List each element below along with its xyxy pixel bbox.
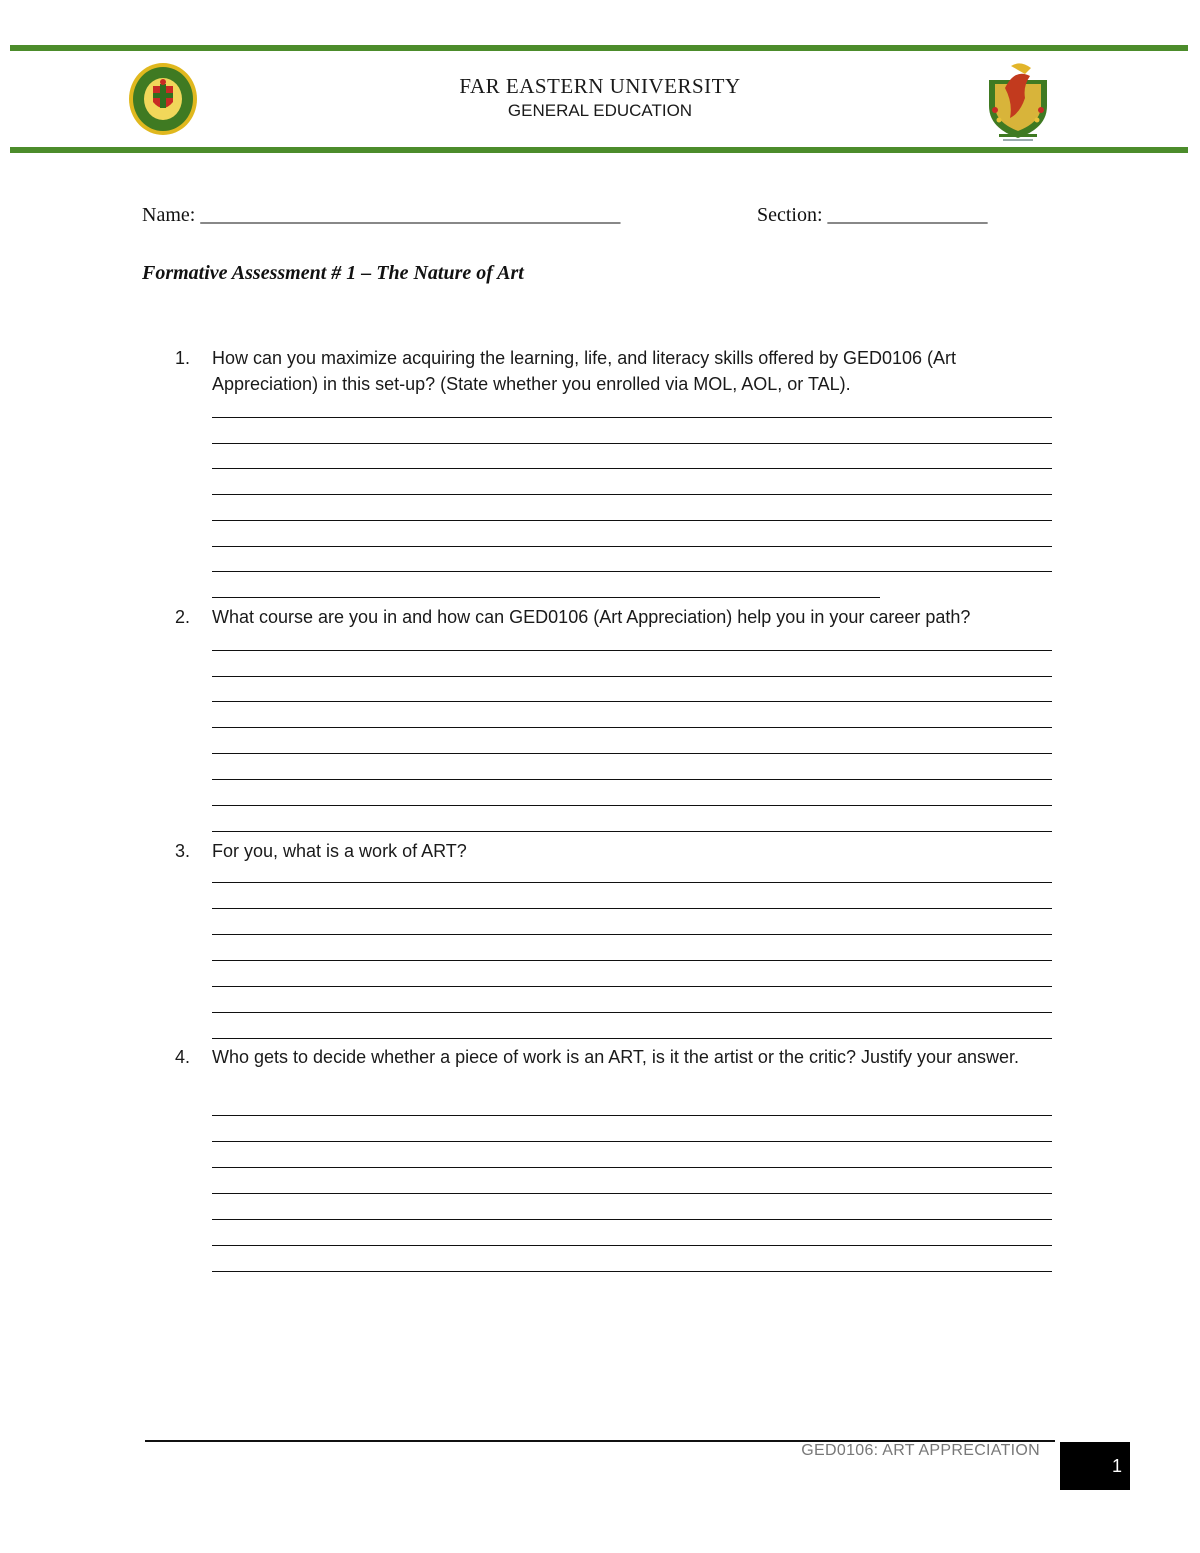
answer-line[interactable] [212, 1038, 1052, 1039]
question-text: For you, what is a work of ART? [212, 841, 467, 861]
question-number: 3. [175, 841, 191, 861]
answer-line[interactable] [212, 520, 1052, 521]
name-field[interactable] [142, 204, 620, 227]
answer-line[interactable] [212, 546, 1052, 547]
university-name: FAR EASTERN UNIVERSITY [459, 74, 741, 98]
answer-line[interactable] [212, 882, 1052, 883]
page-number: 1 [1111, 1455, 1122, 1476]
answer-line[interactable] [212, 443, 1052, 444]
answer-line[interactable] [212, 831, 1052, 832]
answer-line[interactable] [212, 1219, 1052, 1220]
answer-line[interactable] [212, 779, 1052, 780]
name-label: Name: [142, 204, 196, 226]
question-3 [175, 838, 1055, 864]
answer-line[interactable] [212, 571, 1052, 572]
gen-ed-crest-icon [975, 58, 1061, 144]
question-number: 1. [175, 348, 191, 368]
page-number-badge [1060, 1442, 1130, 1490]
answer-line[interactable] [212, 494, 1052, 495]
header-bottom-rule [10, 147, 1188, 153]
section-field[interactable] [757, 204, 988, 227]
question-number: 4. [175, 1047, 191, 1067]
answer-line[interactable] [212, 960, 1052, 961]
answer-line[interactable] [212, 1245, 1052, 1246]
answer-line[interactable] [212, 468, 1052, 469]
department-name: GENERAL EDUCATION [507, 101, 693, 120]
answer-line[interactable] [212, 727, 1052, 728]
question-text: Who gets to decide whether a piece of work is an ART, is it the artist or the critic? Justify your answer. [212, 1047, 1020, 1067]
answer-line[interactable] [212, 908, 1052, 909]
answer-line[interactable] [212, 676, 1052, 677]
answer-line[interactable] [212, 650, 1052, 651]
question-2 [175, 604, 1055, 630]
answer-line[interactable] [212, 1141, 1052, 1142]
header-top-rule [10, 45, 1188, 51]
answer-line[interactable] [212, 701, 1052, 702]
question-4 [175, 1044, 1055, 1070]
answer-line[interactable] [212, 1012, 1052, 1013]
section-label: Section: [757, 204, 823, 226]
question-1 [175, 345, 1055, 397]
answer-line[interactable] [212, 417, 1052, 418]
section-blank[interactable]: ________________ [827, 204, 988, 226]
answer-line[interactable] [212, 1167, 1052, 1168]
answer-line[interactable] [212, 805, 1052, 806]
assessment-title: Formative Assessment # 1 – The Nature of Art [142, 262, 524, 284]
answer-line[interactable] [212, 1193, 1052, 1194]
answer-line[interactable] [212, 934, 1052, 935]
name-blank[interactable]: __________________________________________ [200, 204, 621, 226]
answer-line[interactable] [212, 986, 1052, 987]
question-number: 2. [175, 607, 191, 627]
footer-course-label: GED0106: ART APPRECIATION [801, 1442, 1040, 1459]
university-seal-icon [128, 62, 198, 136]
answer-line[interactable] [212, 1115, 1052, 1116]
question-text: How can you maximize acquiring the learning, life, and literacy skills offered by GED0106 (Art Appreciation) in this set-up? (State whether you enrolled via MOL, AOL, or TAL). [212, 348, 957, 394]
answer-line[interactable] [212, 753, 1052, 754]
answer-line[interactable] [212, 1271, 1052, 1272]
question-text: What course are you in and how can GED0106 (Art Appreciation) help you in your career path? [212, 607, 971, 627]
answer-line[interactable] [212, 597, 880, 598]
